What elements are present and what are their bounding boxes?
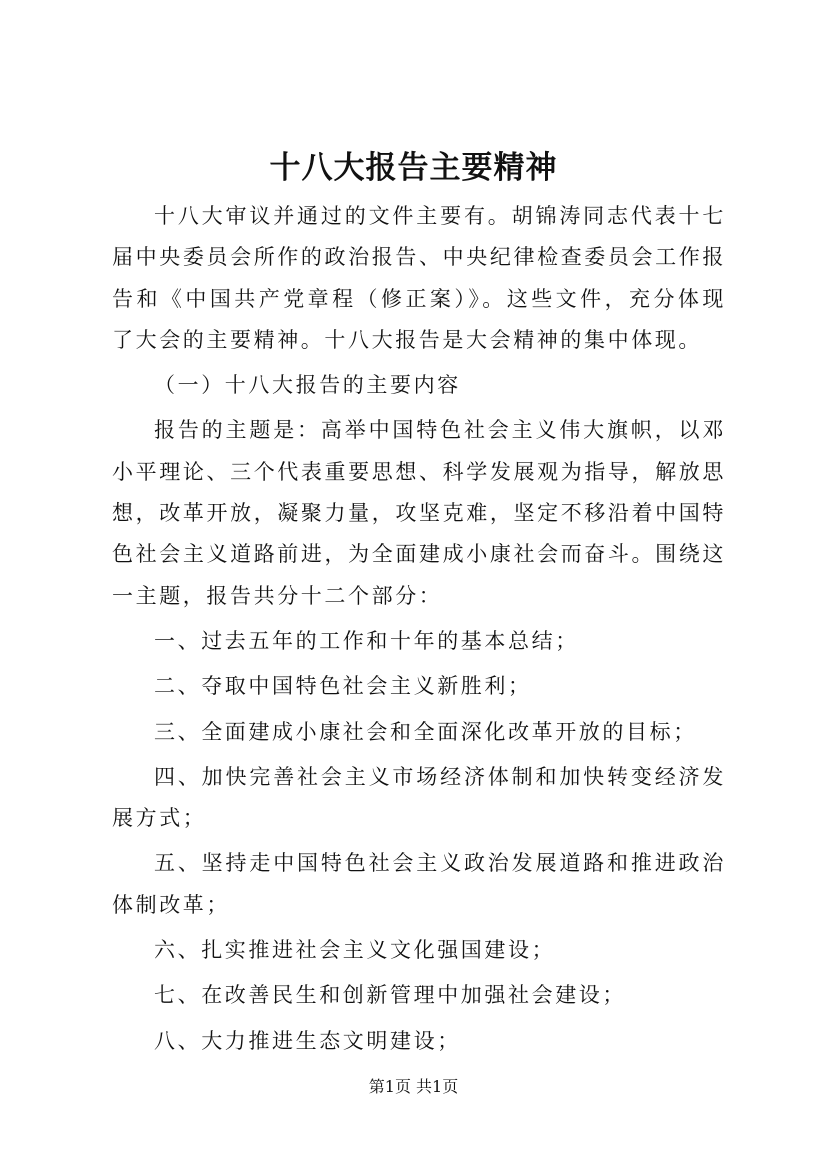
list-item: 二、夺取中国特色社会主义新胜利； (154, 674, 532, 699)
list-item: 一、过去五年的工作和十年的基本总结； (154, 628, 579, 653)
document-title: 十八大报告主要精神 (269, 150, 558, 186)
page-footer: 第1页 共1页 (368, 1077, 459, 1096)
list-item: 七、在改善民生和创新管理中加强社会建设； (154, 983, 626, 1008)
paragraph-theme: 报告的主题是：高举中国特色社会主义伟大旗帜，以邓小平理论、三个代表重要思想、科学发展观为指导，解放思想，改革开放，凝聚力量，攻坚克难，坚定不移沿着中国特色社会主义道路前进，为全面建成小康社会而奋斗。围绕这一主题，报告共分十二个部分： (112, 418, 726, 608)
section-heading: （一）十八大报告的主要内容 (154, 373, 461, 398)
paragraph-intro: 十八大审议并通过的文件主要有。胡锦涛同志代表十七届中央委员会所作的政治报告、中央纪律检查委员会工作报告和《中国共产党章程（修正案）》。这些文件，充分体现了大会的主要精神。十八大报告是大会精神的集中体现。 (112, 204, 726, 352)
list-item: 八、大力推进生态文明建设； (154, 1028, 461, 1053)
list-item: 四、加快完善社会主义市场经济体制和加快转变经济发展方式； (112, 764, 726, 831)
list-item: 三、全面建成小康社会和全面深化改革开放的目标； (154, 719, 697, 744)
list-item: 六、扎实推进社会主义文化强国建设； (154, 938, 556, 963)
list-item: 五、坚持走中国特色社会主义政治发展道路和推进政治体制改革； (112, 851, 726, 917)
document-body (112, 196, 726, 1062)
